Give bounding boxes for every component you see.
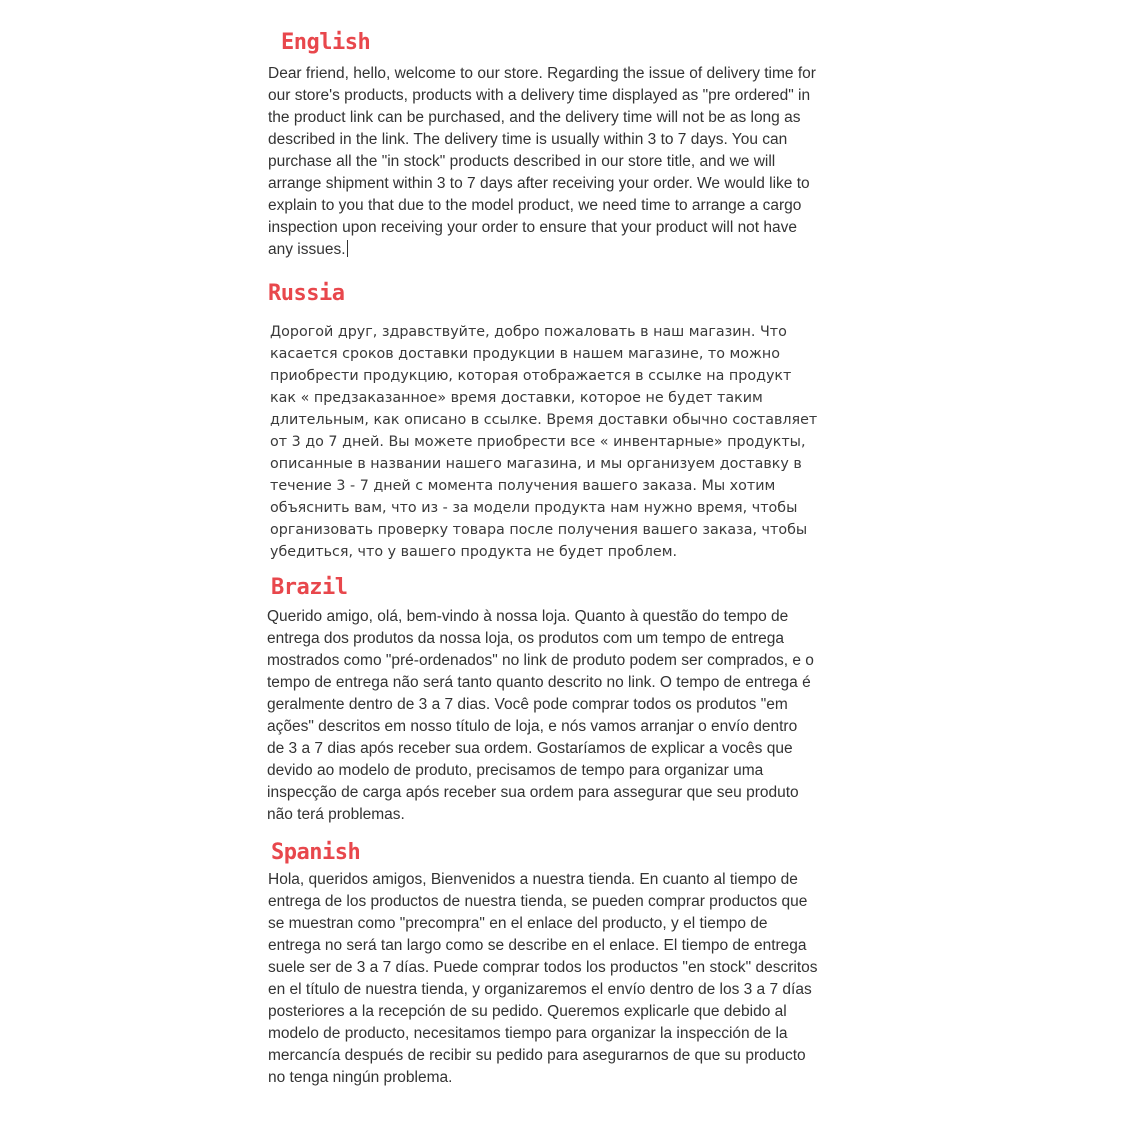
section-title-english: English <box>281 30 371 55</box>
section-body-english-text: Dear friend, hello, welcome to our store. Regarding the issue of delivery time for our store's products, products with a delivery time displayed as "pre ordered" in the product link can be purchased, and the delivery time will not be as long as described in the link. The delivery time is usually within 3 to 7 days. You can purchase all the "in stock" products described in our store title, and we will arrange shipment within 3 to 7 days after receiving your order. We would like to explain to you that due to the model product, we need time to arrange a cargo inspection upon receiving your order to ensure that your product will not have any issues. <box>268 65 816 258</box>
section-title-russia: Russia <box>268 281 345 306</box>
section-body-brazil: Querido amigo, olá, bem-vindo à nossa loja. Quanto à questão do tempo de entrega dos produtos da nossa loja, os produtos com um tempo de entrega mostrados como "pré-ordenados" no link de produto podem ser comprados, e o tempo de entrega não será tanto quanto descrito no link. O tempo de entrega é geralmente dentro de 3 a 7 dias. Você pode comprar todos os produtos "em ações" descritos em nosso título de loja, e nós vamos arranjar o envío dentro de 3 a 7 dias após receber sua ordem. Gostaríamos de explicar a vocês que devido ao modelo de produto, precisamos de tempo para organizar uma inspecção de carga após receber sua ordem para assegurar que seu produto não terá problemas. <box>267 608 814 823</box>
section-title-brazil: Brazil <box>271 575 348 600</box>
section-body-russia: Дорогой друг, здравствуйте, добро пожаловать в наш магазин. Что касается сроков доставки продукции в нашем магазине, то можно приобрести продукцию, которая отображается в ссылке на продукт как « предзаказанное» время доставки, которое не будет таким длительным, как описано в ссылке. Время доставки обычно составляет от 3 до 7 дней. Вы можете приобрести все « инвентарные» продукты, описанные в названии нашего магазина, и мы организуем доставку в течение 3 - 7 дней с момента получения вашего заказа. Мы хотим объяснить вам, что из - за модели продукта нам нужно время, чтобы организовать проверку товара после получения вашего заказа, чтобы убедиться, что у вашего продукта не будет проблем. <box>270 324 818 560</box>
section-body-spanish: Hola, queridos amigos, Bienvenidos a nuestra tienda. En cuanto al tiempo de entrega de los productos de nuestra tienda, se pueden comprar productos que se muestran como "precompra" en el enlace del producto, y el tiempo de entrega no será tan largo como se describe en el enlace. El tiempo de entrega suele ser de 3 a 7 días. Puede comprar todos los productos "en stock" descritos en el título de nuestra tienda, y organizaremos el envío dentro de los 3 a 7 días posteriores a la recepción de su pedido. Queremos explicarle que debido al modelo de producto, necesitamos tiempo para organizar la inspección de la mercancía después de recibir su pedido para asegurarnos de que su producto no tenga ningún problema. <box>268 871 818 1086</box>
text-cursor <box>347 240 348 257</box>
section-body-english[interactable] <box>268 63 820 261</box>
section-title-spanish: Spanish <box>271 840 361 865</box>
